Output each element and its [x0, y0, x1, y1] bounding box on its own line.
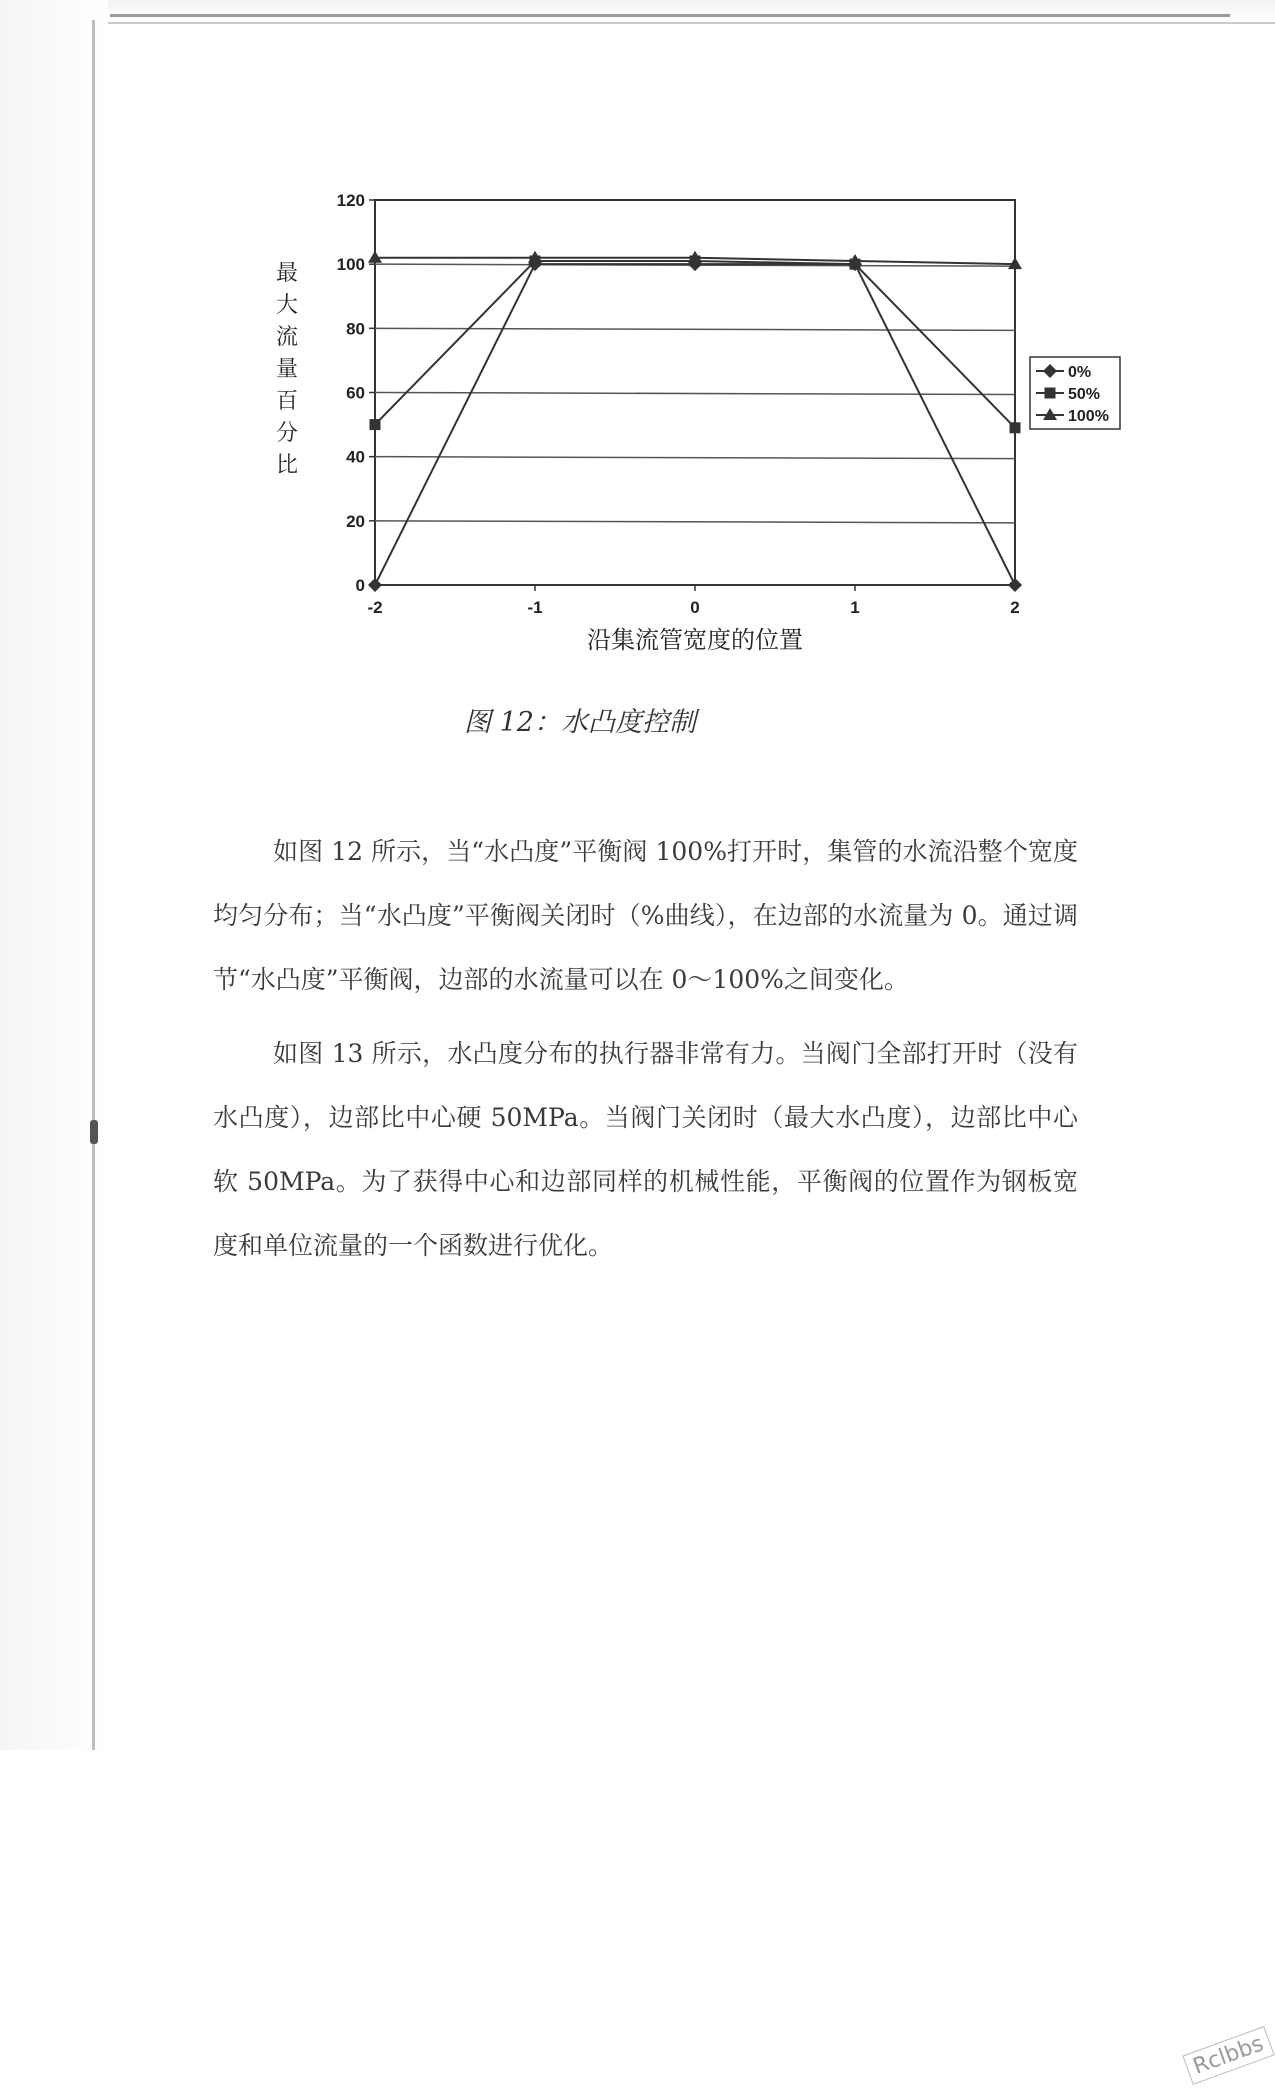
data-point [1010, 422, 1021, 433]
legend [1030, 357, 1120, 429]
flow-chart [260, 180, 1140, 680]
data-point [1008, 578, 1022, 592]
gridline [375, 457, 1015, 459]
x-tick-label: 1 [850, 598, 860, 617]
y-tick-label: 60 [346, 383, 365, 403]
y-tick-label: 40 [346, 447, 365, 467]
x-tick-label: 2 [1010, 598, 1020, 617]
gridline [375, 521, 1015, 523]
y-axis-label-char: 分 [275, 421, 299, 446]
y-tick-label: 100 [336, 255, 365, 275]
chart-svg [260, 180, 1140, 680]
scan-hole-mark [90, 1120, 98, 1144]
paragraph-1: 如图 12 所示，当“水凸度”平衡阀 100%打开时，集管的水流沿整个宽度均匀分布；当“水凸度”平衡阀关闭时（%曲线），在边部的水流量为 0。通过调节“水凸度”平衡阀，边部的水流量可以在 0～100%之间变化。 [213, 837, 1078, 994]
x-tick-label: -2 [367, 598, 383, 617]
legend-label: 100% [1068, 408, 1109, 425]
series-line-0 [375, 264, 1015, 585]
y-axis-label-char: 最 [275, 261, 299, 286]
series-lines [368, 251, 1022, 592]
legend-label: 50% [1068, 386, 1101, 403]
y-axis-label-char: 比 [275, 453, 299, 478]
scan-top-edge [0, 0, 1275, 24]
body-text [213, 820, 1078, 1288]
figure-caption: 图 12：水凸度控制 [464, 707, 696, 738]
series-line-1 [375, 261, 1015, 428]
y-tick-label: 80 [346, 319, 365, 339]
x-tick-label: 0 [690, 598, 700, 617]
paragraph-2: 如图 13 所示，水凸度分布的执行器非常有力。当阀门全部打开时（没有水凸度），边部比中心硬 50MPa。当阀门关闭时（最大水凸度），边部比中心软 50MPa。为了获得中心和边部同样的机械性能，平衡阀的位置作为钢板宽度和单位流量的一个函数进行优化。 [213, 1039, 1078, 1260]
y-axis-label-char: 大 [275, 293, 299, 318]
y-axis-label [276, 261, 298, 478]
y-tick-labels [337, 191, 365, 595]
y-axis-label-char: 百 [275, 389, 299, 414]
scan-binding-line [92, 20, 95, 1750]
y-axis-label-char: 流 [275, 325, 299, 350]
data-point [370, 419, 381, 430]
legend-marker [1045, 388, 1056, 399]
scan-top-shadow [110, 14, 1230, 17]
x-axis-label: 沿集流管宽度的位置 [587, 626, 803, 654]
x-tick-labels [367, 585, 1019, 617]
y-tick-label: 120 [336, 191, 365, 210]
legend-label: 0% [1068, 364, 1092, 381]
data-point [368, 578, 382, 592]
y-tick-label: 20 [346, 511, 365, 531]
x-tick-label: -1 [527, 598, 543, 617]
watermark-stamp: Rclbbs [1182, 2026, 1274, 2085]
y-axis-label-char: 量 [275, 357, 299, 382]
y-tick-label: 0 [355, 576, 365, 595]
